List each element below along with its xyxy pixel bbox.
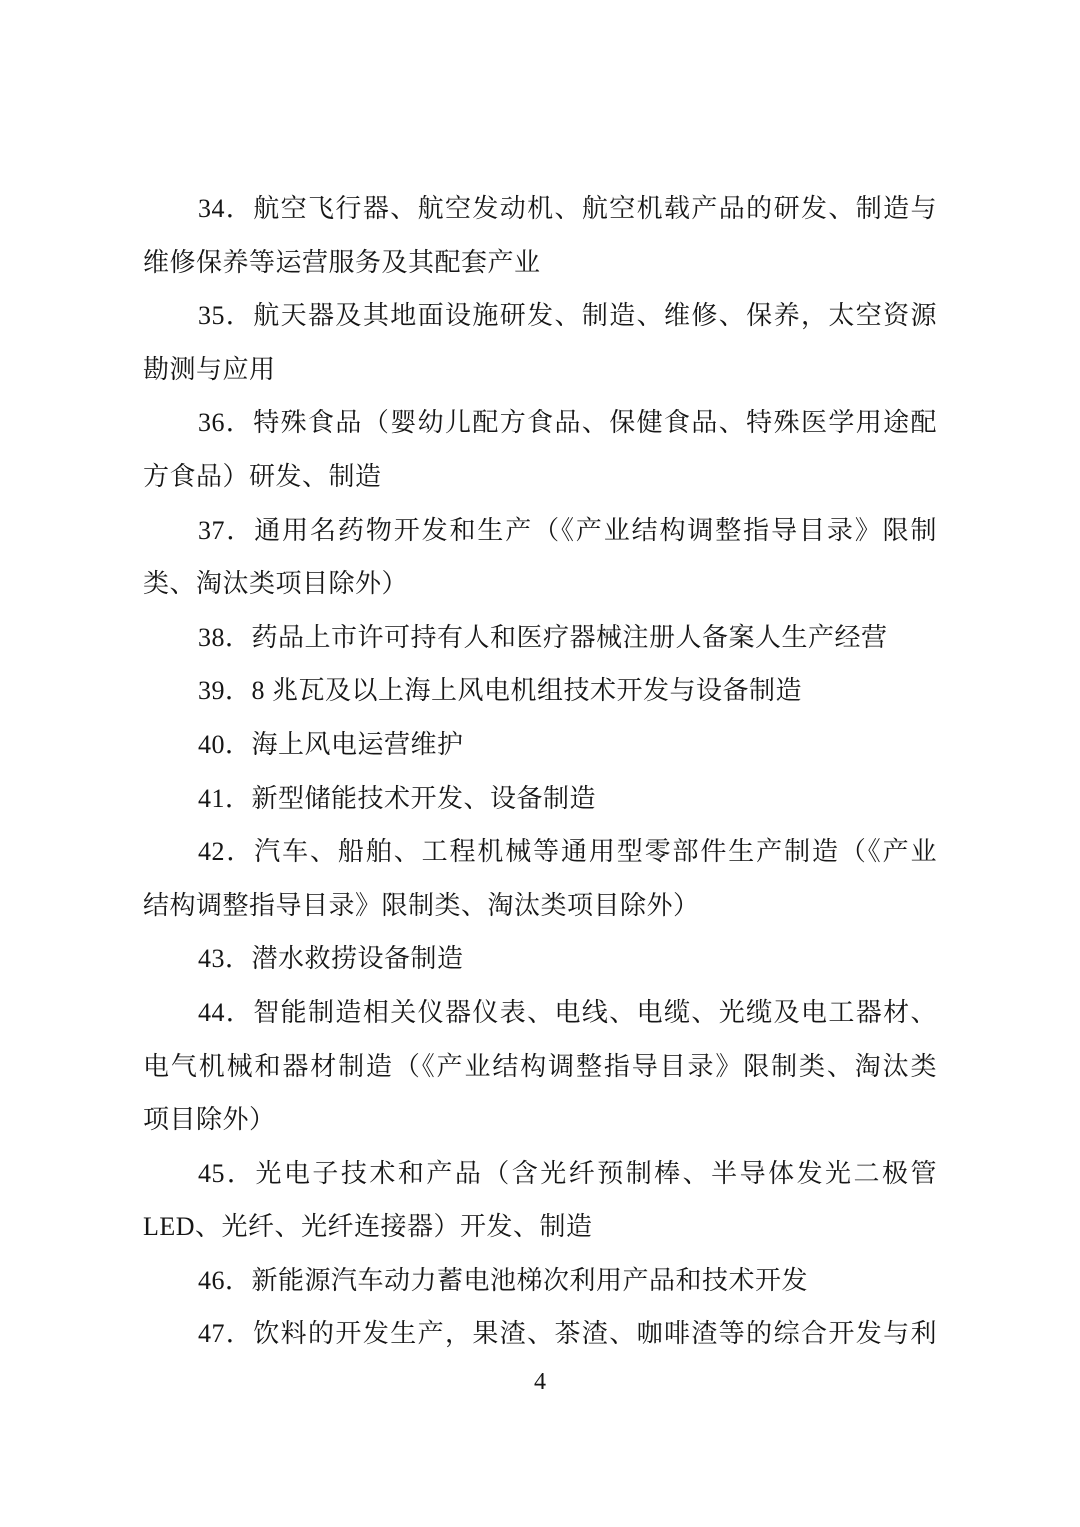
- list-item: [143, 1254, 937, 1308]
- list-item: [143, 504, 937, 611]
- list-item: [143, 664, 937, 718]
- item-first-line: [143, 289, 937, 343]
- item-number: 47．: [198, 1319, 254, 1349]
- item-text: 特殊食品（婴幼儿配方食品、保健食品、特殊医学用途配: [253, 408, 937, 438]
- item-text: 海上风电运营维护: [251, 729, 464, 759]
- list-item: [143, 396, 937, 503]
- list-item: [143, 932, 937, 986]
- item-number: 45．: [198, 1158, 256, 1188]
- item-number: 44．: [198, 997, 254, 1027]
- page-number: 4: [534, 1369, 546, 1395]
- item-wrap-line: 方食品）研发、制造: [143, 461, 382, 491]
- item-text: 饮料的开发生产，果渣、茶渣、咖啡渣等的综合开发与利: [253, 1319, 937, 1349]
- item-text: 航天器及其地面设施研发、制造、维修、保养，太空资源: [253, 301, 937, 331]
- item-wrap-line: 勘测与应用: [143, 354, 276, 384]
- item-number: 34．: [198, 194, 254, 223]
- item-number: 36．: [198, 408, 254, 438]
- item-first-line: [143, 611, 937, 665]
- item-number: 37．: [198, 515, 255, 545]
- item-first-line: [143, 1254, 937, 1308]
- item-text: 8 兆瓦及以上海上风电机组技术开发与设备制造: [251, 676, 803, 706]
- catalog-list: [143, 182, 937, 1361]
- list-item: [143, 772, 937, 826]
- item-text: 汽车、船舶、工程机械等通用型零部件生产制造（《产业: [254, 837, 937, 867]
- item-first-line: [143, 1147, 937, 1201]
- list-item: [143, 825, 937, 932]
- item-first-line: [143, 1307, 937, 1361]
- item-number: 42．: [198, 837, 255, 867]
- item-first-line: [143, 664, 937, 718]
- item-text: 通用名药物开发和生产（《产业结构调整指导目录》限制: [254, 515, 937, 545]
- item-text: 航空飞行器、航空发动机、航空机载产品的研发、制造与: [253, 194, 937, 223]
- item-first-line: [143, 932, 937, 986]
- item-text: 药品上市许可持有人和医疗器械注册人备案人生产经营: [251, 622, 888, 652]
- item-first-line: [143, 396, 937, 450]
- list-item: [143, 718, 937, 772]
- item-number: 46．: [198, 1265, 252, 1295]
- item-number: 41．: [198, 783, 252, 813]
- item-number: 38．: [198, 622, 252, 652]
- item-wrap-line: 结构调整指导目录》限制类、淘汰类项目除外）: [143, 890, 700, 920]
- list-item: [143, 1147, 937, 1254]
- item-text: 潜水救捞设备制造: [251, 944, 464, 974]
- item-first-line: [143, 986, 937, 1040]
- item-text: 光电子技术和产品（含光纤预制棒、半导体发光二极管: [255, 1158, 937, 1188]
- item-text: 智能制造相关仪器仪表、电线、电缆、光缆及电工器材、: [253, 997, 937, 1027]
- item-text: 新型储能技术开发、设备制造: [251, 783, 597, 813]
- item-wrap-line: 项目除外）: [143, 1105, 276, 1135]
- list-item: [143, 1307, 937, 1361]
- item-number: 40．: [198, 729, 252, 759]
- list-item: [143, 611, 937, 665]
- item-number: 43．: [198, 944, 252, 974]
- item-text: 新能源汽车动力蓄电池梯次利用产品和技术开发: [251, 1265, 809, 1295]
- item-number: 35．: [198, 301, 254, 331]
- item-wrap-line: 电气机械和器材制造（《产业结构调整指导目录》限制类、淘汰类: [143, 1051, 937, 1081]
- item-wrap-line: LED、光纤、光纤连接器）开发、制造: [143, 1212, 593, 1242]
- list-item: [143, 986, 937, 1147]
- item-first-line: [143, 504, 937, 558]
- item-number: 39．: [198, 676, 252, 706]
- item-first-line: [143, 825, 937, 879]
- item-wrap-line: 维修保养等运营服务及其配套产业: [143, 247, 541, 277]
- list-item: [143, 289, 937, 396]
- item-first-line: [143, 718, 937, 772]
- item-first-line: [143, 182, 937, 236]
- item-wrap-line: 类、淘汰类项目除外）: [143, 569, 409, 599]
- item-first-line: [143, 772, 937, 826]
- list-item: [143, 182, 937, 289]
